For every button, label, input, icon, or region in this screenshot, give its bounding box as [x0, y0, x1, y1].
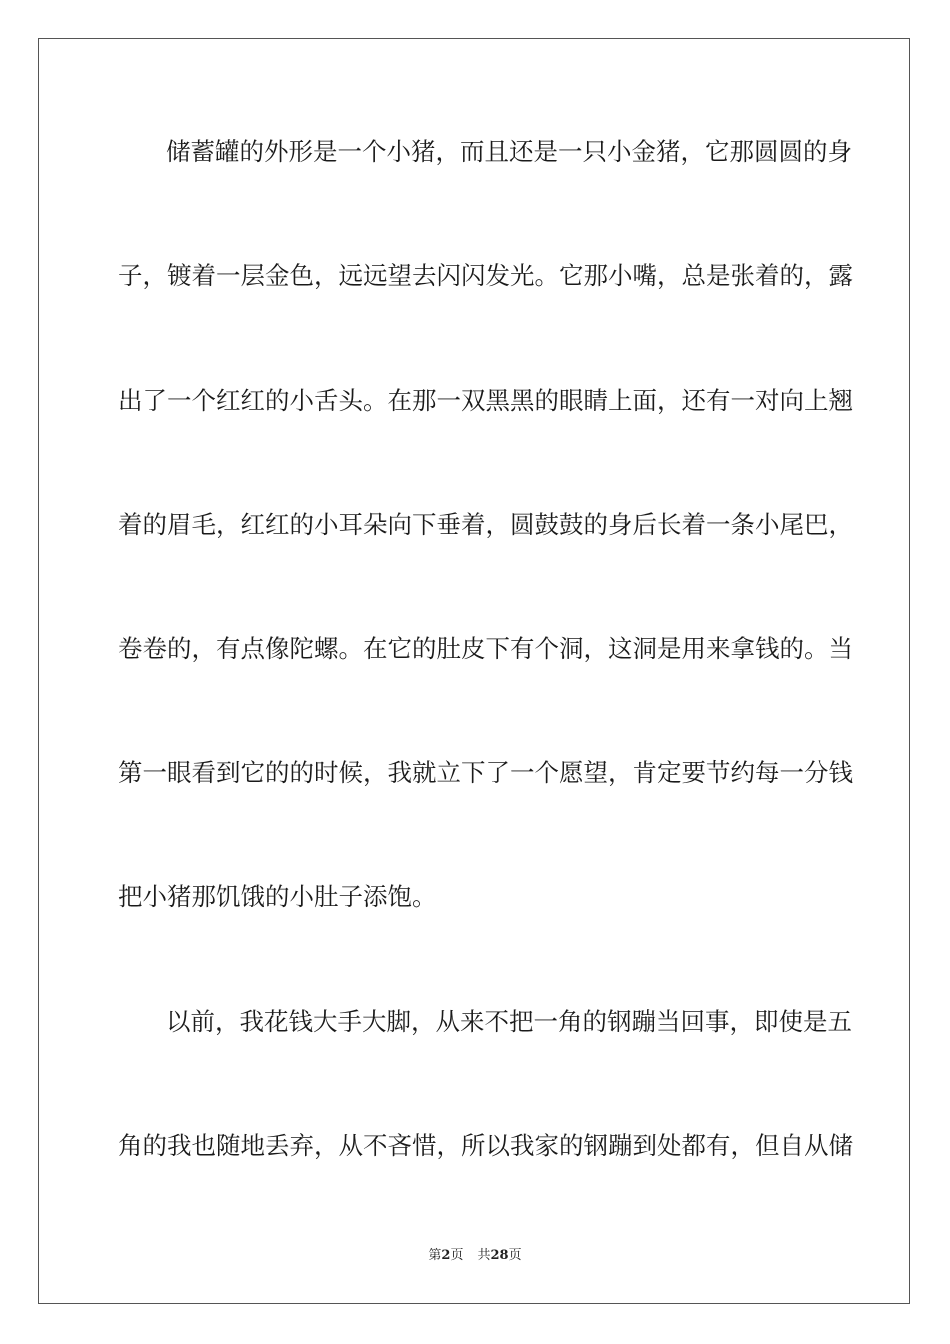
- paragraph-2-line-2: 角的我也随地丢弃，从不吝惜，所以我家的钢蹦到处都有，但自从储: [118, 1131, 853, 1160]
- page-footer: [0, 1247, 950, 1265]
- paragraph-1-line-1: 储蓄罐的外形是一个小猪，而且还是一只小金猪，它那圆圆的身: [166, 137, 852, 166]
- paragraph-1-line-7: 把小猪那饥饿的小肚子添饱。: [118, 882, 437, 911]
- footer-prefix: 第: [428, 1248, 442, 1263]
- footer-current-page: 2: [441, 1248, 451, 1263]
- footer-total-prefix: 共: [477, 1248, 491, 1263]
- paragraph-1-line-2: 子，镀着一层金色，远远望去闪闪发光。它那小嘴，总是张着的，露: [118, 261, 853, 290]
- paragraph-1-line-6: 第一眼看到它的的时候，我就立下了一个愿望，肯定要节约每一分钱: [118, 758, 853, 787]
- paragraph-2-line-1: 以前，我花钱大手大脚，从来不把一角的钢蹦当回事，即使是五: [166, 1007, 852, 1036]
- paragraph-1-line-5: 卷卷的，有点像陀螺。在它的肚皮下有个洞，这洞是用来拿钱的。当: [118, 634, 853, 663]
- paragraph-1-line-4: 着的眉毛，红红的小耳朵向下垂着，圆鼓鼓的身后长着一条小尾巴，: [118, 510, 853, 539]
- paragraph-1-line-3: 出了一个红红的小舌头。在那一双黑黑的眼睛上面，还有一对向上翘: [118, 386, 853, 415]
- footer-total-pages: 28: [490, 1248, 509, 1263]
- page-border: [38, 38, 910, 1304]
- footer-total-suffix: 页: [508, 1248, 522, 1263]
- footer-page-word: 页: [450, 1248, 464, 1263]
